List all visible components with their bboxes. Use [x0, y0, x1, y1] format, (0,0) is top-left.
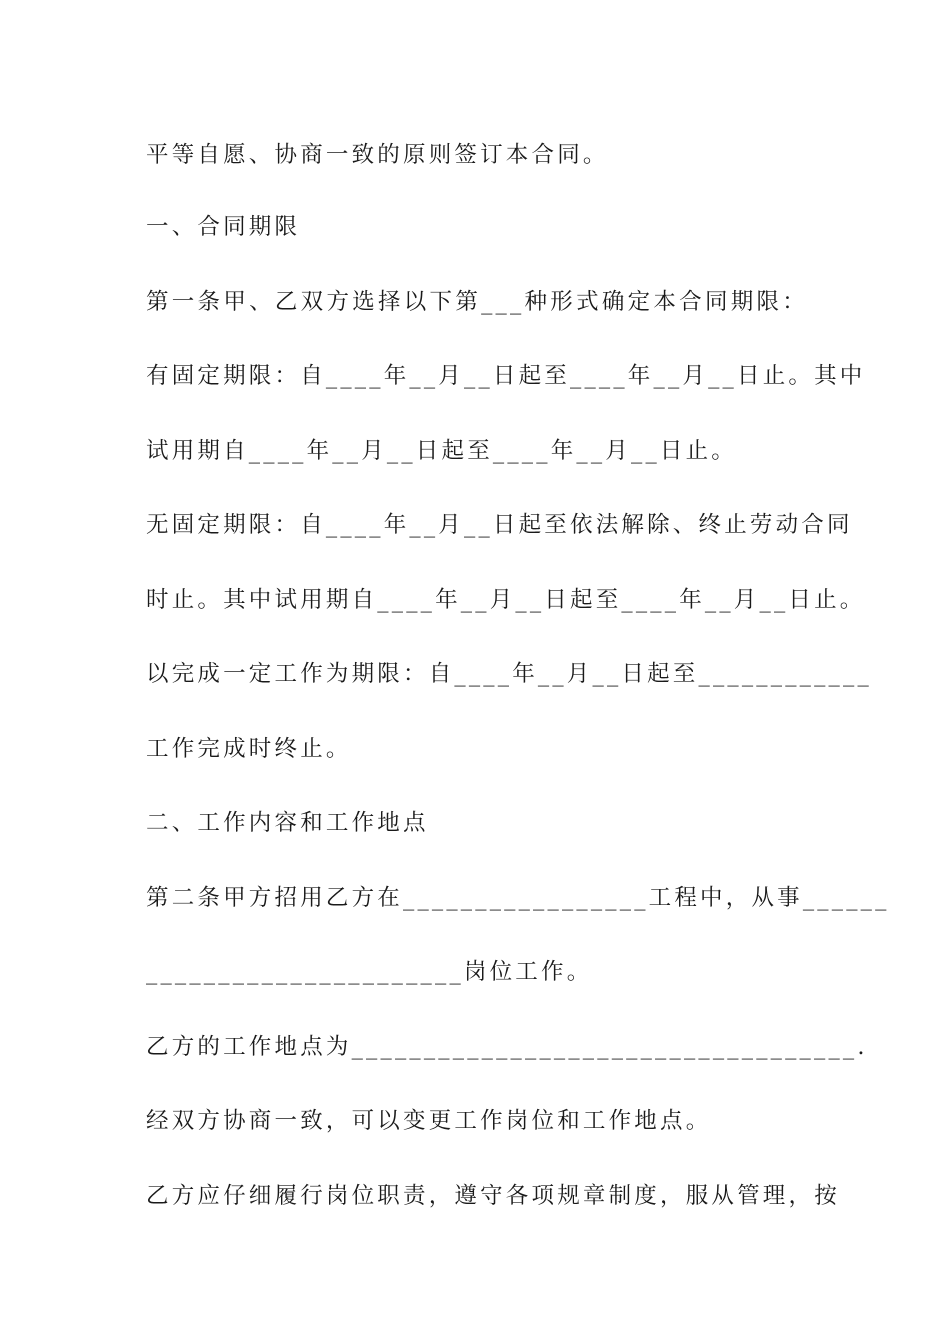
paragraph-line: 乙方的工作地点为___________________________________. [146, 1034, 868, 1060]
paragraph-line: 乙方应仔细履行岗位职责，遵守各项规章制度，服从管理，按 [146, 1183, 840, 1209]
paragraph-line: 以完成一定工作为期限：自____年__月__日起至____________ [146, 661, 872, 687]
paragraph-line: 平等自愿、协商一致的原则签订本合同。 [146, 142, 609, 168]
paragraph-line: 试用期自____年__月__日起至____年__月__日止。 [146, 438, 738, 464]
paragraph-line: 经双方协商一致，可以变更工作岗位和工作地点。 [146, 1108, 712, 1134]
paragraph-line: 时止。其中试用期自____年__月__日起至____年__月__日止。 [146, 587, 866, 613]
paragraph-line: ______________________岗位工作。 [146, 959, 593, 985]
paragraph-line: 有固定期限：自____年__月__日起至____年__月__日止。其中 [146, 363, 866, 389]
paragraph-line: 第二条甲方招用乙方在_________________工程中，从事______ [146, 885, 890, 911]
section-heading: 一、合同期限 [146, 214, 301, 240]
section-heading: 二、工作内容和工作地点 [146, 810, 429, 836]
paragraph-line: 第一条甲、乙双方选择以下第___种形式确定本合同期限： [146, 289, 808, 315]
paragraph-line: 工作完成时终止。 [146, 736, 352, 762]
paragraph-line: 无固定期限：自____年__月__日起至依法解除、终止劳动合同 [146, 512, 853, 538]
